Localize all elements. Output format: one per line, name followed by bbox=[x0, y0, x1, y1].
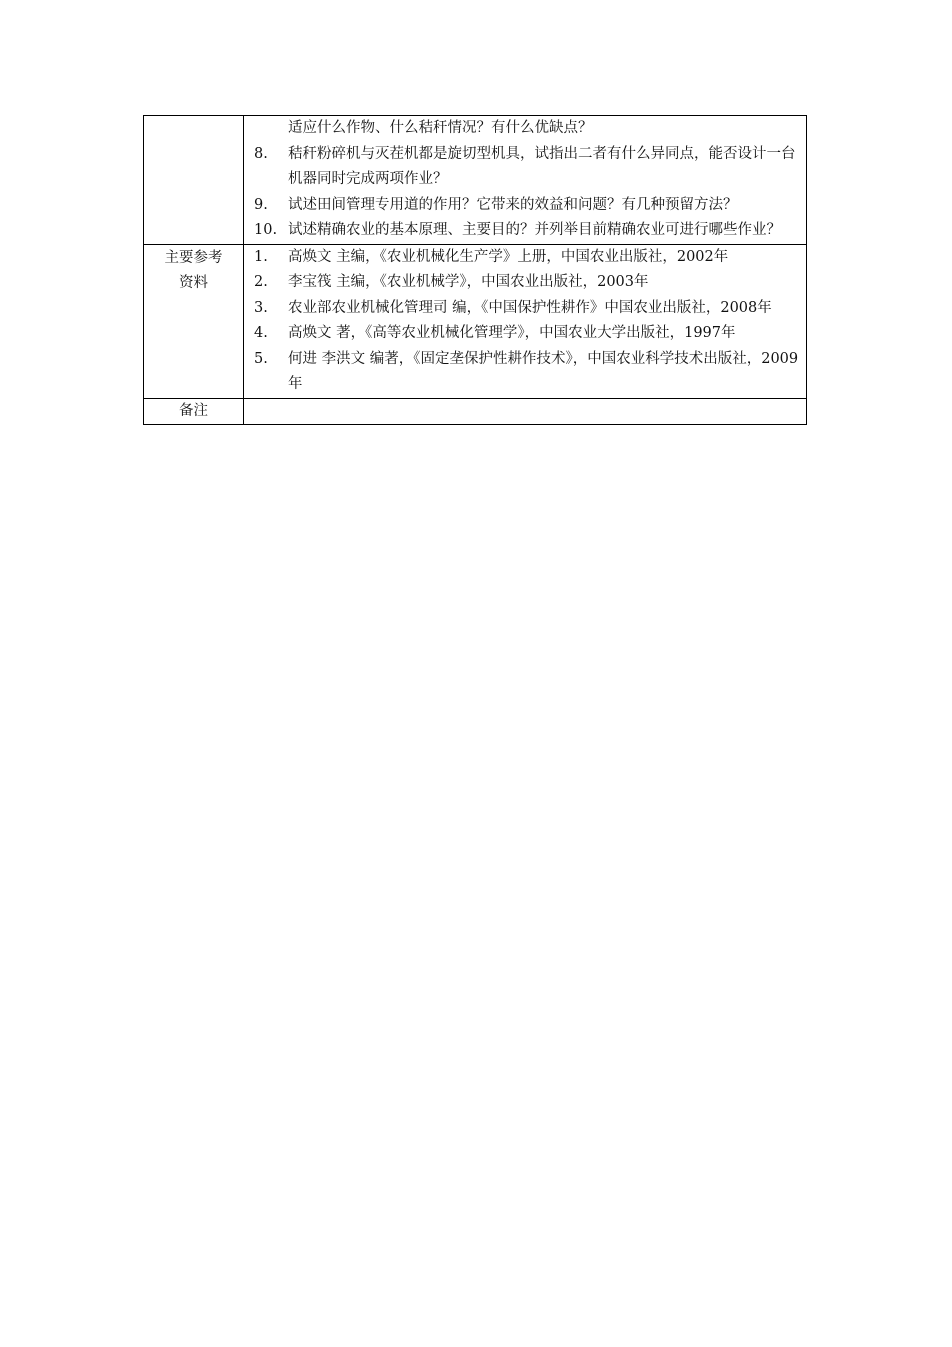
question-number: 8. bbox=[254, 145, 268, 162]
reference-text: 李宝筏 主编，《农业机械学》，中国农业出版社，2003年 bbox=[288, 274, 649, 290]
questions-row bbox=[144, 116, 807, 245]
reference-item bbox=[254, 296, 800, 322]
references-label-line2: 资料 bbox=[179, 275, 208, 291]
references-label-line1: 主要参考 bbox=[164, 249, 223, 266]
remarks-label: 备注 bbox=[144, 398, 244, 425]
reference-text: 农业部农业机械化管理司 编，《中国保护性耕作》中国农业出版社，2008年 bbox=[288, 299, 772, 316]
reference-number: 2. bbox=[254, 274, 268, 290]
course-info-table bbox=[143, 115, 807, 425]
reference-text: 何进 李洪文 编著，《固定垄保护性耕作技术》，中国农业科学技术出版社，2009年 bbox=[288, 350, 799, 392]
reference-number: 4. bbox=[254, 325, 268, 341]
remarks-row bbox=[144, 398, 807, 425]
reference-item bbox=[254, 270, 800, 296]
reference-text: 高焕文 主编，《农业机械化生产学》上册，中国农业出版社，2002年 bbox=[288, 248, 729, 265]
question-text: 秸秆粉碎机与灭茬机都是旋切型机具，试指出二者有什么异同点，能否设计一台机器同时完成两项作业？ bbox=[288, 145, 796, 187]
question-number: 10. bbox=[254, 222, 278, 238]
question-text: 试述田间管理专用道的作用？它带来的效益和问题？有几种预留方法？ bbox=[288, 196, 738, 213]
references-content-cell bbox=[244, 244, 807, 398]
questions-label-cell bbox=[144, 116, 244, 245]
remarks-value bbox=[244, 398, 807, 425]
references-label-cell bbox=[144, 244, 244, 398]
question-number: 9. bbox=[254, 196, 268, 213]
reference-number: 3. bbox=[254, 299, 268, 316]
reference-item bbox=[254, 321, 800, 347]
question-text: 试述精确农业的基本原理、主要目的？并列举目前精确农业可进行哪些作业？ bbox=[288, 222, 781, 238]
reference-number: 5. bbox=[254, 350, 268, 367]
reference-text: 高焕文 著，《高等农业机械化管理学》，中国农业大学出版社，1997年 bbox=[288, 325, 736, 341]
question-item bbox=[254, 193, 800, 219]
reference-item bbox=[254, 245, 800, 271]
question-item bbox=[254, 142, 800, 193]
question-continuation: 适应什么作物、什么秸秆情况？有什么优缺点？ bbox=[288, 120, 593, 136]
question-item bbox=[254, 218, 800, 244]
references-row bbox=[144, 244, 807, 398]
reference-number: 1. bbox=[254, 248, 268, 265]
reference-item bbox=[254, 347, 800, 398]
questions-content-cell bbox=[244, 116, 807, 245]
